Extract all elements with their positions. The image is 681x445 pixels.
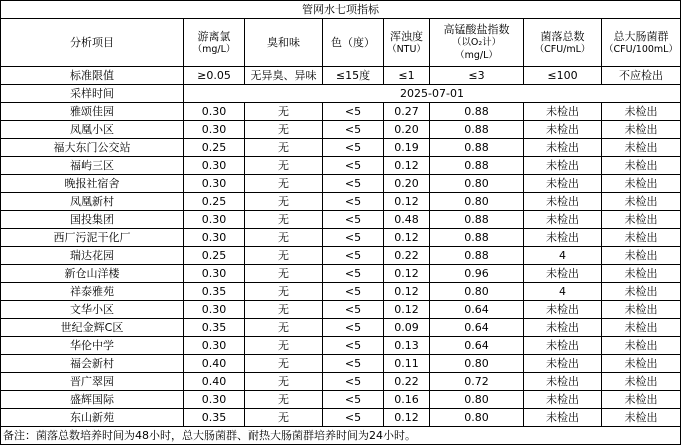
cell-coliform: 未检出 [602, 301, 681, 319]
cell-color: <5 [323, 229, 384, 247]
cell-chlorine: 0.35 [184, 319, 245, 337]
cell-color: <5 [323, 265, 384, 283]
cell-chlorine: 0.25 [184, 193, 245, 211]
cell-cod: 0.88 [430, 229, 524, 247]
cell-site: 新仓山洋楼 [1, 265, 184, 283]
cell-bacteria: 未检出 [524, 265, 602, 283]
limits-row [1, 67, 681, 85]
cell-coliform: 未检出 [602, 355, 681, 373]
header-coliform: 总大肠菌群 （CFU/100mL） [602, 19, 681, 67]
limit-turbidity: ≤1 [384, 67, 430, 85]
table-row [1, 139, 681, 157]
cell-coliform: 未检出 [602, 373, 681, 391]
cell-color: <5 [323, 121, 384, 139]
cell-odor: 无 [245, 391, 323, 409]
cell-site: 华伦中学 [1, 337, 184, 355]
cell-coliform: 未检出 [602, 175, 681, 193]
cell-color: <5 [323, 139, 384, 157]
cell-chlorine: 0.40 [184, 355, 245, 373]
cell-odor: 无 [245, 157, 323, 175]
cell-coliform: 未检出 [602, 211, 681, 229]
cell-turbidity: 0.19 [384, 139, 430, 157]
sampling-label: 采样时间 [1, 85, 184, 103]
cell-coliform: 未检出 [602, 319, 681, 337]
header-turbidity: 浑浊度 （NTU） [384, 19, 430, 67]
sampling-row [1, 85, 681, 103]
table-row [1, 373, 681, 391]
table-row [1, 355, 681, 373]
cell-site: 雅颂佳园 [1, 103, 184, 121]
cell-site: 文华小区 [1, 301, 184, 319]
sampling-date: 2025-07-01 [184, 85, 681, 103]
cell-turbidity: 0.12 [384, 157, 430, 175]
cell-site: 西厂污泥干化厂 [1, 229, 184, 247]
cell-coliform: 未检出 [602, 103, 681, 121]
cell-bacteria: 未检出 [524, 373, 602, 391]
table-row [1, 409, 681, 427]
cell-site: 瑞达花园 [1, 247, 184, 265]
cell-cod: 0.80 [430, 193, 524, 211]
cell-odor: 无 [245, 265, 323, 283]
cell-site: 晋广翠园 [1, 373, 184, 391]
cell-turbidity: 0.27 [384, 103, 430, 121]
cell-bacteria: 4 [524, 283, 602, 301]
cell-bacteria: 未检出 [524, 301, 602, 319]
table-row [1, 193, 681, 211]
cell-cod: 0.88 [430, 139, 524, 157]
cell-odor: 无 [245, 139, 323, 157]
cell-site: 凤凰新村 [1, 193, 184, 211]
title-row [1, 1, 681, 19]
table-row [1, 103, 681, 121]
cell-turbidity: 0.12 [384, 229, 430, 247]
cell-color: <5 [323, 193, 384, 211]
cell-turbidity: 0.12 [384, 283, 430, 301]
cell-color: <5 [323, 355, 384, 373]
cell-chlorine: 0.30 [184, 121, 245, 139]
cell-bacteria: 未检出 [524, 229, 602, 247]
limit-coliform: 不应检出 [602, 67, 681, 85]
cell-odor: 无 [245, 229, 323, 247]
cell-chlorine: 0.30 [184, 211, 245, 229]
cell-chlorine: 0.30 [184, 175, 245, 193]
cell-odor: 无 [245, 409, 323, 427]
cell-turbidity: 0.48 [384, 211, 430, 229]
cell-color: <5 [323, 247, 384, 265]
cell-odor: 无 [245, 247, 323, 265]
cell-bacteria: 未检出 [524, 121, 602, 139]
cell-coliform: 未检出 [602, 265, 681, 283]
cell-cod: 0.80 [430, 391, 524, 409]
limit-color: ≤15度 [323, 67, 384, 85]
cell-color: <5 [323, 337, 384, 355]
cell-site: 世纪金辉C区 [1, 319, 184, 337]
cell-chlorine: 0.30 [184, 229, 245, 247]
cell-coliform: 未检出 [602, 409, 681, 427]
cell-chlorine: 0.30 [184, 337, 245, 355]
cell-cod: 0.96 [430, 265, 524, 283]
cell-site: 晚报社宿舍 [1, 175, 184, 193]
cell-turbidity: 0.22 [384, 373, 430, 391]
limit-bacteria: ≤100 [524, 67, 602, 85]
cell-turbidity: 0.12 [384, 409, 430, 427]
cell-coliform: 未检出 [602, 193, 681, 211]
table-title: 管网水七项指标 [1, 1, 681, 19]
limit-odor: 无异臭、异味 [245, 67, 323, 85]
limit-chlorine: ≥0.05 [184, 67, 245, 85]
cell-turbidity: 0.11 [384, 355, 430, 373]
cell-cod: 0.80 [430, 355, 524, 373]
cell-chlorine: 0.30 [184, 157, 245, 175]
cell-bacteria: 未检出 [524, 409, 602, 427]
cell-turbidity: 0.13 [384, 337, 430, 355]
cell-bacteria: 未检出 [524, 355, 602, 373]
cell-color: <5 [323, 301, 384, 319]
cell-color: <5 [323, 103, 384, 121]
cell-site: 盛辉国际 [1, 391, 184, 409]
cell-color: <5 [323, 175, 384, 193]
cell-turbidity: 0.12 [384, 265, 430, 283]
cell-chlorine: 0.35 [184, 409, 245, 427]
footnote: 备注：菌落总数培养时间为48小时，总大肠菌群、耐热大肠菌群培养时间为24小时。 [1, 427, 681, 445]
limits-label: 标准限值 [1, 67, 184, 85]
cell-odor: 无 [245, 355, 323, 373]
cell-cod: 0.64 [430, 301, 524, 319]
cell-turbidity: 0.20 [384, 121, 430, 139]
cell-coliform: 未检出 [602, 139, 681, 157]
cell-chlorine: 0.35 [184, 283, 245, 301]
header-row [1, 19, 681, 67]
cell-cod: 0.88 [430, 247, 524, 265]
cell-chlorine: 0.30 [184, 265, 245, 283]
cell-color: <5 [323, 391, 384, 409]
cell-turbidity: 0.09 [384, 319, 430, 337]
cell-chlorine: 0.30 [184, 103, 245, 121]
cell-odor: 无 [245, 337, 323, 355]
cell-site: 祥泰雅苑 [1, 283, 184, 301]
table-row [1, 157, 681, 175]
table-row [1, 337, 681, 355]
header-color: 色（度） [323, 19, 384, 67]
cell-cod: 0.88 [430, 211, 524, 229]
cell-color: <5 [323, 157, 384, 175]
cell-coliform: 未检出 [602, 247, 681, 265]
cell-turbidity: 0.12 [384, 301, 430, 319]
cell-color: <5 [323, 319, 384, 337]
cell-site: 福屿三区 [1, 157, 184, 175]
cell-chlorine: 0.40 [184, 373, 245, 391]
table-row [1, 283, 681, 301]
cell-cod: 0.80 [430, 175, 524, 193]
cell-odor: 无 [245, 283, 323, 301]
cell-bacteria: 未检出 [524, 193, 602, 211]
table-row [1, 247, 681, 265]
table-row [1, 319, 681, 337]
cell-color: <5 [323, 211, 384, 229]
header-cod: 高锰酸盐指数 （以O₂计） （mg/L） [430, 19, 524, 67]
table-row [1, 175, 681, 193]
cell-chlorine: 0.25 [184, 139, 245, 157]
cell-bacteria: 未检出 [524, 139, 602, 157]
cell-odor: 无 [245, 211, 323, 229]
cell-chlorine: 0.30 [184, 301, 245, 319]
cell-site: 福会新村 [1, 355, 184, 373]
cell-cod: 0.72 [430, 373, 524, 391]
cell-odor: 无 [245, 193, 323, 211]
cell-color: <5 [323, 283, 384, 301]
table-row [1, 229, 681, 247]
limit-cod: ≤3 [430, 67, 524, 85]
header-odor: 臭和味 [245, 19, 323, 67]
header-bacteria: 菌落总数 （CFU/mL） [524, 19, 602, 67]
cell-bacteria: 4 [524, 247, 602, 265]
cell-cod: 0.88 [430, 121, 524, 139]
cell-site: 东山新苑 [1, 409, 184, 427]
cell-turbidity: 0.16 [384, 391, 430, 409]
cell-cod: 0.80 [430, 409, 524, 427]
cell-odor: 无 [245, 319, 323, 337]
header-chlorine: 游离氯 （mg/L） [184, 19, 245, 67]
cell-chlorine: 0.25 [184, 247, 245, 265]
cell-bacteria: 未检出 [524, 391, 602, 409]
cell-odor: 无 [245, 373, 323, 391]
cell-cod: 0.88 [430, 157, 524, 175]
cell-bacteria: 未检出 [524, 103, 602, 121]
cell-site: 福大东门公交站 [1, 139, 184, 157]
cell-bacteria: 未检出 [524, 337, 602, 355]
table-row [1, 265, 681, 283]
cell-odor: 无 [245, 121, 323, 139]
cell-cod: 0.64 [430, 337, 524, 355]
table-row [1, 211, 681, 229]
cell-odor: 无 [245, 103, 323, 121]
cell-turbidity: 0.22 [384, 247, 430, 265]
cell-bacteria: 未检出 [524, 157, 602, 175]
cell-turbidity: 0.12 [384, 193, 430, 211]
cell-bacteria: 未检出 [524, 211, 602, 229]
cell-site: 国投集团 [1, 211, 184, 229]
cell-coliform: 未检出 [602, 229, 681, 247]
cell-coliform: 未检出 [602, 337, 681, 355]
cell-odor: 无 [245, 175, 323, 193]
table-row [1, 301, 681, 319]
cell-coliform: 未检出 [602, 283, 681, 301]
cell-color: <5 [323, 409, 384, 427]
cell-cod: 0.80 [430, 283, 524, 301]
cell-cod: 0.88 [430, 103, 524, 121]
cell-coliform: 未检出 [602, 121, 681, 139]
table-row [1, 121, 681, 139]
cell-coliform: 未检出 [602, 157, 681, 175]
cell-bacteria: 未检出 [524, 319, 602, 337]
cell-site: 凤凰小区 [1, 121, 184, 139]
cell-bacteria: 未检出 [524, 175, 602, 193]
cell-color: <5 [323, 373, 384, 391]
table-row [1, 391, 681, 409]
cell-coliform: 未检出 [602, 391, 681, 409]
footnote-row [1, 427, 681, 445]
cell-chlorine: 0.30 [184, 391, 245, 409]
cell-cod: 0.64 [430, 319, 524, 337]
header-item: 分析项目 [1, 19, 184, 67]
cell-turbidity: 0.20 [384, 175, 430, 193]
cell-odor: 无 [245, 301, 323, 319]
